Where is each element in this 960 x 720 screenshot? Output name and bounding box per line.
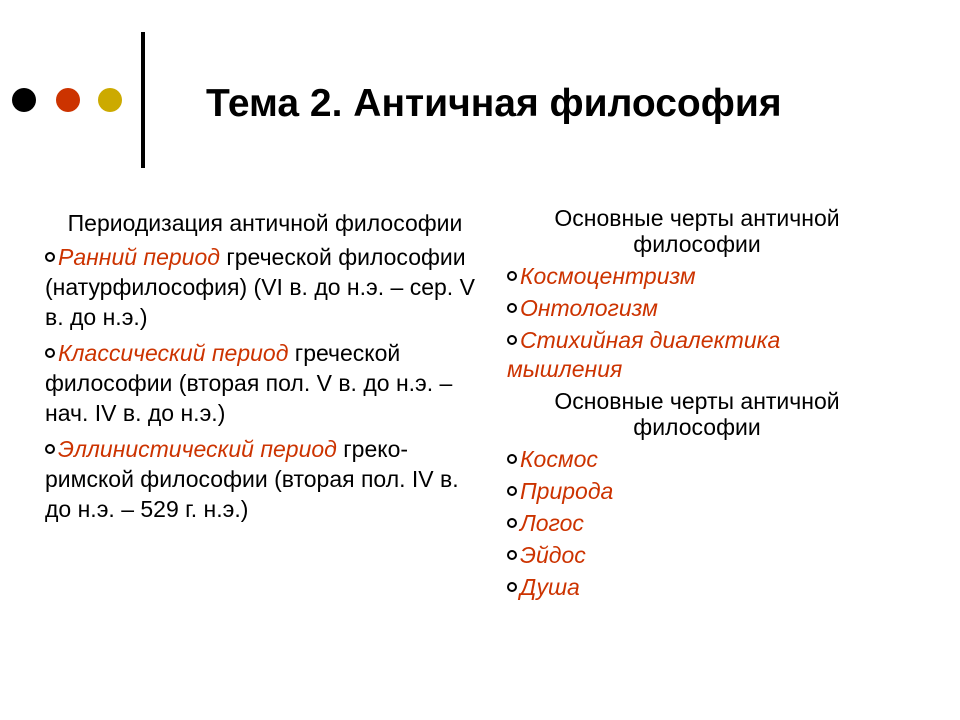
list-item (507, 326, 887, 384)
list-item (507, 509, 887, 538)
circle-bullet-icon (507, 271, 517, 281)
circle-bullet-icon (507, 454, 517, 464)
black-dot-decoration (12, 88, 36, 112)
circle-bullet-icon (507, 550, 517, 560)
period-name: Классический период (58, 340, 289, 366)
circle-bullet-icon (45, 444, 55, 454)
list-item (45, 242, 485, 332)
period-description: греческой философии (вторая пол. V в. до н.э. – нач. IV в. до н.э.) (45, 340, 453, 426)
circle-bullet-icon (507, 518, 517, 528)
list-item (45, 338, 485, 428)
circle-bullet-icon (507, 582, 517, 592)
circle-bullet-icon (507, 335, 517, 345)
features-column (507, 205, 887, 602)
concept-name: Логос (520, 510, 584, 536)
circle-bullet-icon (45, 348, 55, 358)
list-item (507, 541, 887, 570)
concept-name: Природа (520, 478, 614, 504)
circle-bullet-icon (507, 303, 517, 313)
list-item (507, 294, 887, 323)
feature-name: Космоцентризм (520, 263, 696, 289)
period-description: греческой философии (натурфилософия) (VI в. до н.э. – сер. V в. до н.э.) (45, 244, 475, 330)
feature-name: Онтологизм (520, 295, 658, 321)
circle-bullet-icon (45, 252, 55, 262)
feature-name: Стихийная диалектика мышления (507, 327, 781, 382)
gold-dot-decoration (98, 88, 122, 112)
concept-name: Душа (520, 574, 580, 600)
concept-name: Эйдос (520, 542, 586, 568)
period-name: Эллинистический период (58, 436, 337, 462)
list-item (507, 573, 887, 602)
period-name: Ранний период (58, 244, 220, 270)
list-item (45, 434, 485, 524)
periodization-heading: Периодизация античной философии (67, 210, 463, 236)
list-item (507, 262, 887, 291)
slide-title: Тема 2. Античная философия (206, 82, 782, 125)
period-description: греко-римской философии (вторая пол. IV в. до н.э. – 529 г. н.э.) (45, 436, 459, 522)
title-divider (141, 32, 145, 168)
list-item (507, 445, 887, 474)
features-heading: Основные черты античной философии (554, 205, 840, 257)
concept-name: Космос (520, 446, 598, 472)
features-heading: Основные черты античной философии (554, 388, 840, 440)
red-dot-decoration (56, 88, 80, 112)
list-item (507, 477, 887, 506)
circle-bullet-icon (507, 486, 517, 496)
periodization-column (45, 208, 485, 524)
